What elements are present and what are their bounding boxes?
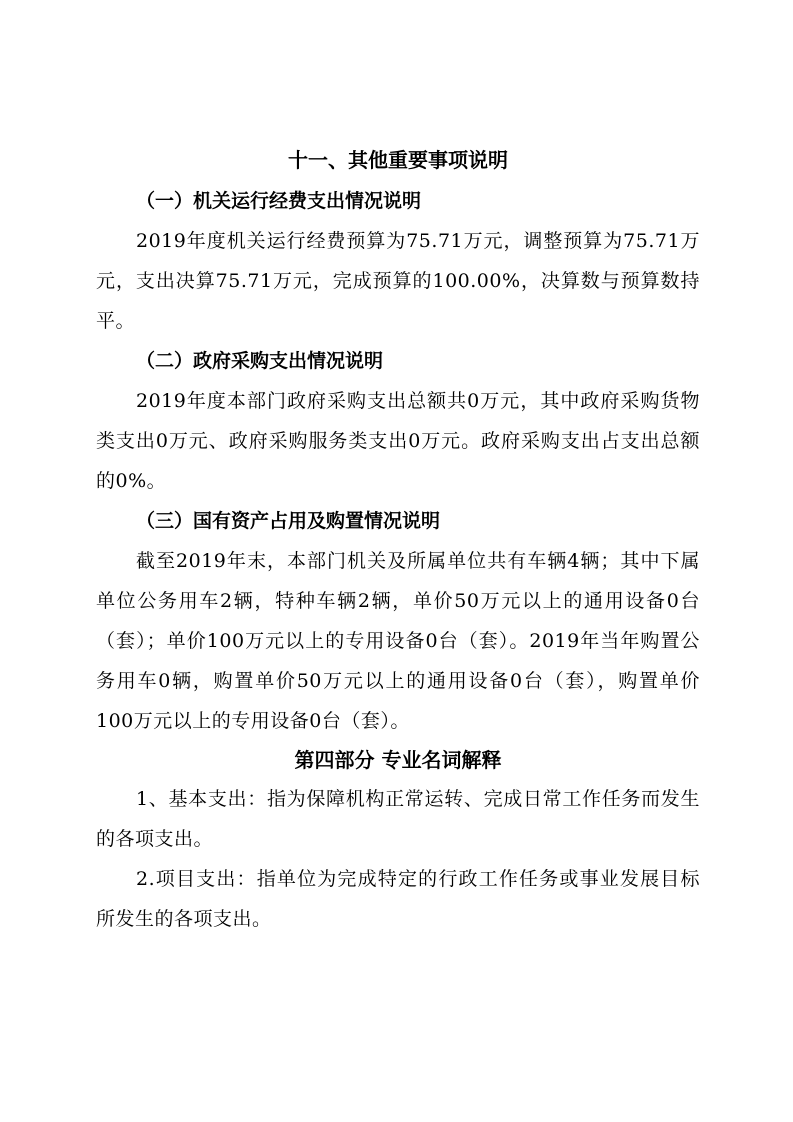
subsection-title-state-assets: （三）国有资产占用及购置情况说明 — [136, 510, 441, 532]
paragraph-term-project-expenditure: 2.项目支出：指单位为完成特定的行政工作任务或事业发展目标所发生的各项支出。 — [96, 868, 700, 930]
part-title-terminology: 第四部分 专业名词解释 — [294, 748, 502, 772]
subsection-title-government-procurement: （二）政府采购支出情况说明 — [136, 350, 384, 372]
paragraph-government-procurement: 2019年度本部门政府采购支出总额共0万元，其中政府采购货物类支出0万元、政府采购服务类支出0万元。政府采购支出占支出总额的0%。 — [96, 390, 700, 492]
paragraph-term-basic-expenditure: 1、基本支出：指为保障机构正常运转、完成日常工作任务而发生的各项支出。 — [96, 788, 700, 850]
document-page — [96, 140, 700, 939]
paragraph-state-assets: 截至2019年末，本部门机关及所属单位共有车辆4辆；其中下属单位公务用车2辆，特种车辆2辆，单价50万元以上的通用设备0台（套）；单价100万元以上的专用设备0台（套）。2019年当年购置公务用车0辆，购置单价50万元以上的通用设备0台（套），购置单价100万元以上的专用设备0台（套）。 — [96, 550, 700, 732]
subsection-title-operating-expenses: （一）机关运行经费支出情况说明 — [136, 190, 422, 212]
section-title-other-matters: 十一、其他重要事项说明 — [288, 148, 508, 172]
paragraph-operating-expenses: 2019年度机关运行经费预算为75.71万元，调整预算为75.71万元，支出决算75.71万元，完成预算的100.00%，决算数与预算数持平。 — [96, 230, 700, 332]
